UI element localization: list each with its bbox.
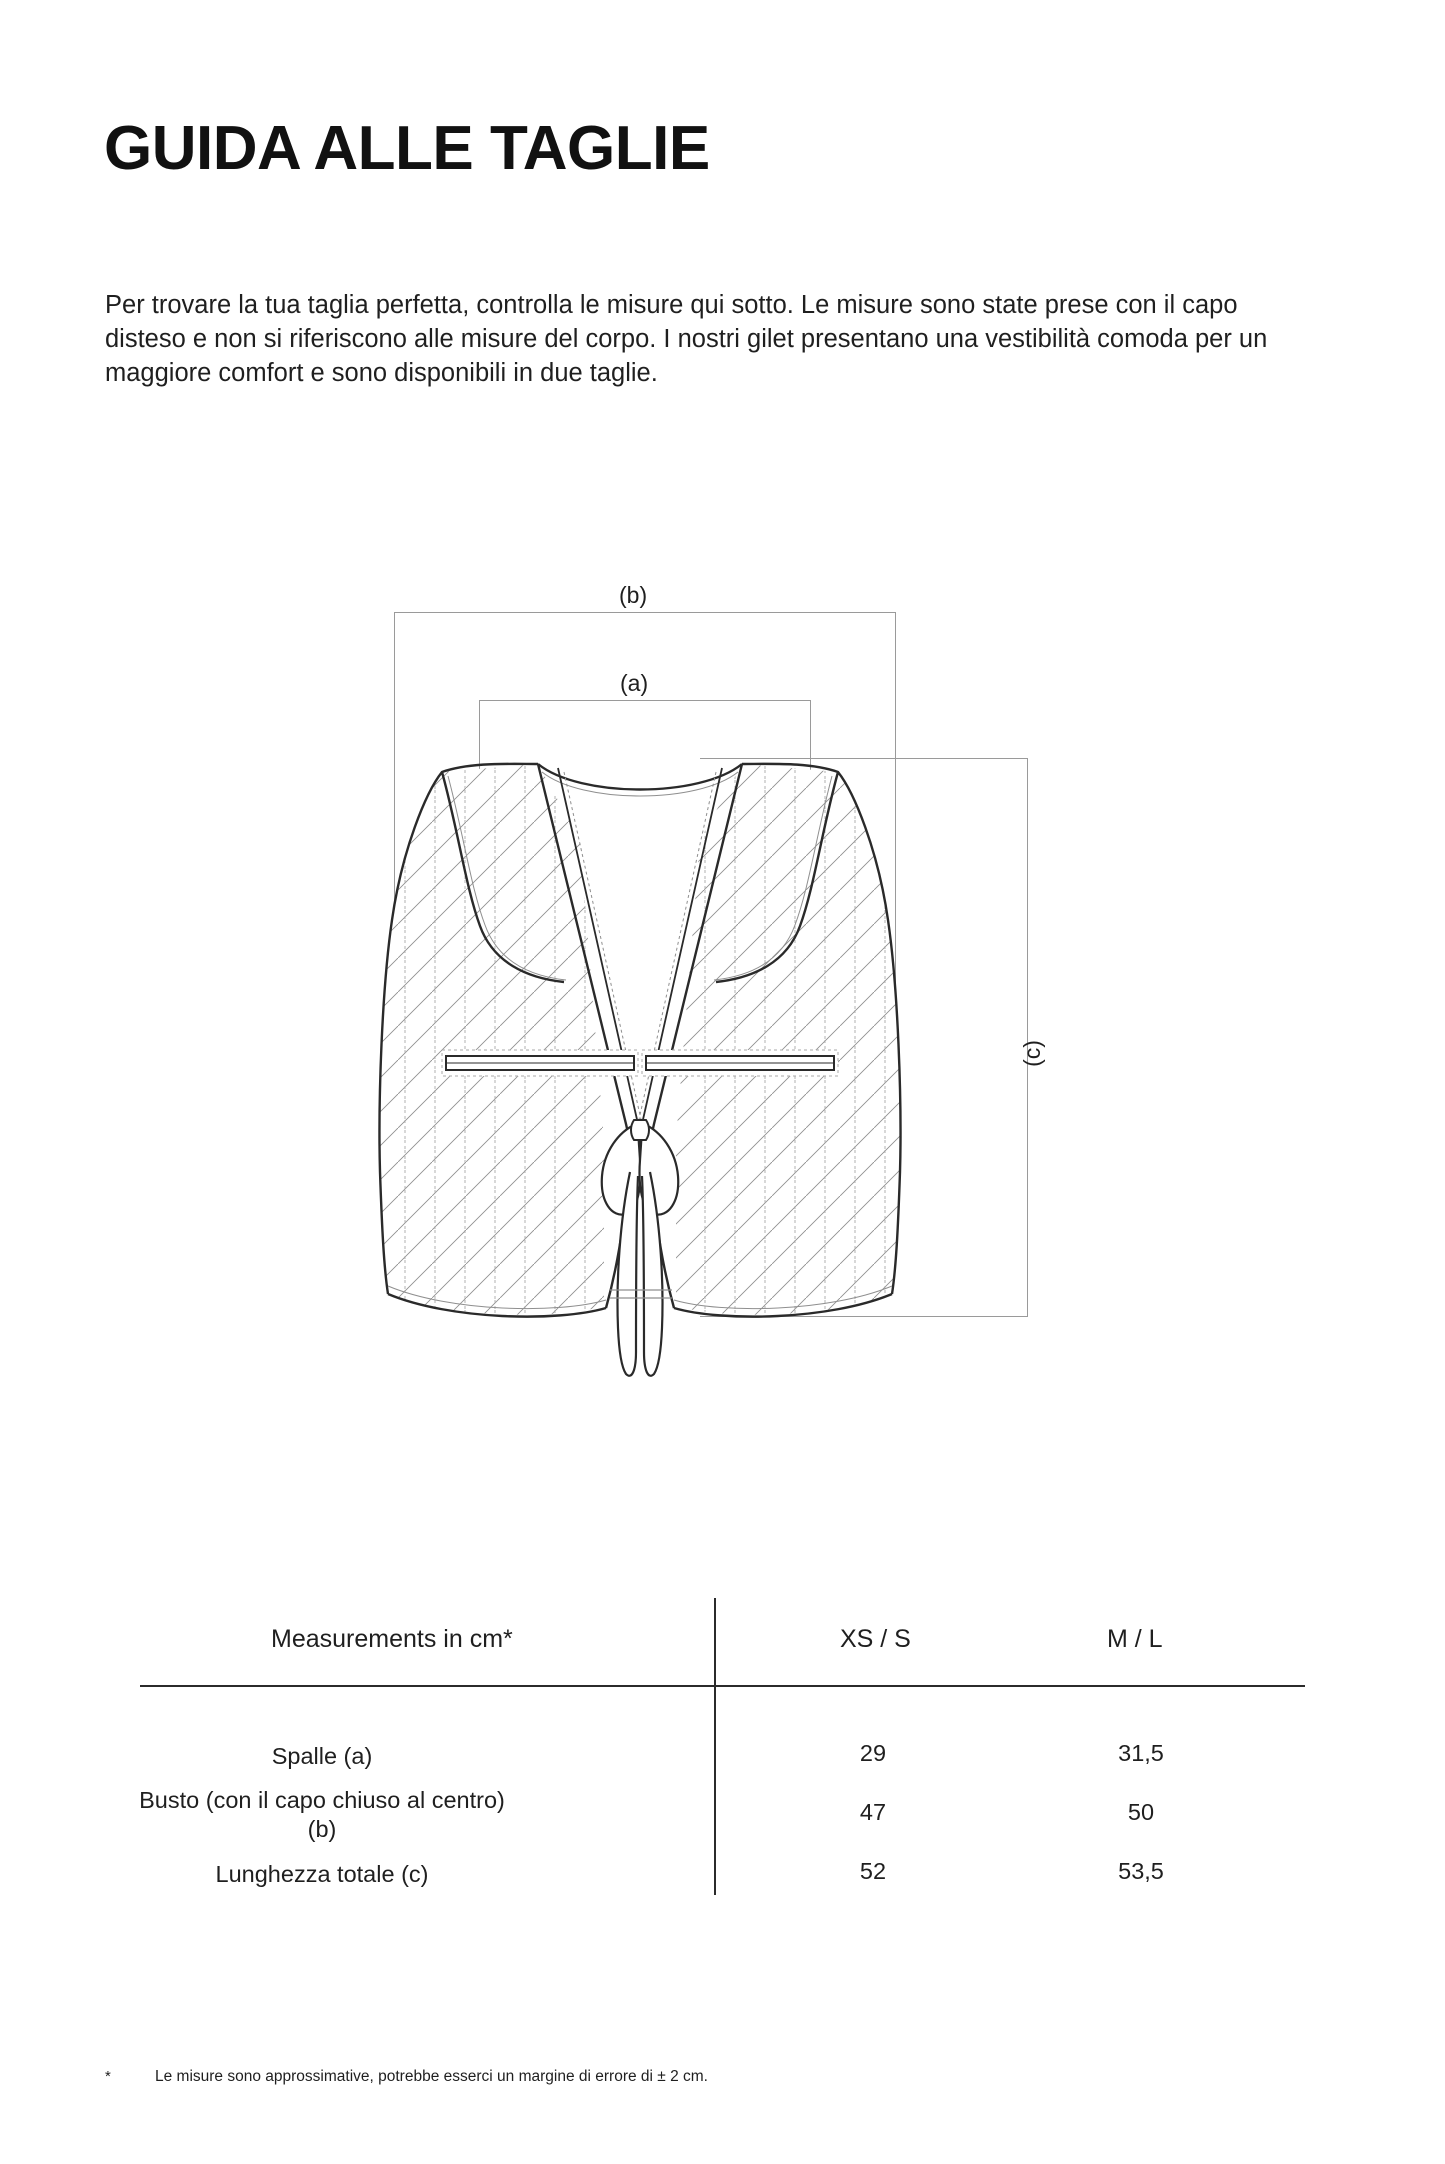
shoulder-measure-label: (a): [620, 670, 649, 696]
table-row-label: Spalle (a): [271, 1743, 373, 1769]
table-row-label-line2: (b): [307, 1816, 337, 1842]
intro-paragraph: Per trovare la tua taglia perfetta, controlla le misure qui sotto. Le misure sono state prese con il capo disteso e non si riferiscono alle misure del corpo. I nostri gilet presentano una vestibilità comoda per un maggiore comfort e sono disponibili in due taglie.: [105, 291, 1268, 387]
size-diagram: [0, 560, 1445, 1380]
table-row-label: Lunghezza totale (c): [215, 1861, 429, 1887]
length-measure-label: (c): [1018, 1040, 1045, 1067]
table-row-label-line1: Busto (con il capo chiuso al centro): [139, 1787, 505, 1813]
table-column-divider: [714, 1598, 716, 1895]
table-header-xs-s: XS / S: [840, 1625, 911, 1653]
table-cell-value: 29: [859, 1740, 887, 1766]
table-header-measurements: Measurements in cm*: [271, 1625, 513, 1653]
table-cell-value: 31,5: [1118, 1740, 1164, 1766]
table-cell-value: 50: [1127, 1799, 1155, 1825]
table-header-rule: [140, 1685, 1305, 1687]
table-row-label: [0, 1786, 644, 1844]
table-header-m-l: M / L: [1107, 1625, 1163, 1653]
vest-illustration-icon: [330, 720, 950, 1400]
footnote-mark: *: [105, 2068, 111, 2085]
left-welt-pocket: [442, 1050, 638, 1076]
page-title: GUIDA ALLE TAGLIE: [104, 114, 710, 183]
footnote-text: Le misure sono approssimative, potrebbe esserci un margine di errore di ± 2 cm.: [155, 2068, 708, 2085]
bust-measure-label: (b): [619, 582, 648, 608]
table-cell-value: 52: [859, 1858, 887, 1884]
right-welt-pocket: [642, 1050, 838, 1076]
table-cell-value: 53,5: [1118, 1858, 1164, 1884]
table-cell-value: 47: [859, 1799, 887, 1825]
